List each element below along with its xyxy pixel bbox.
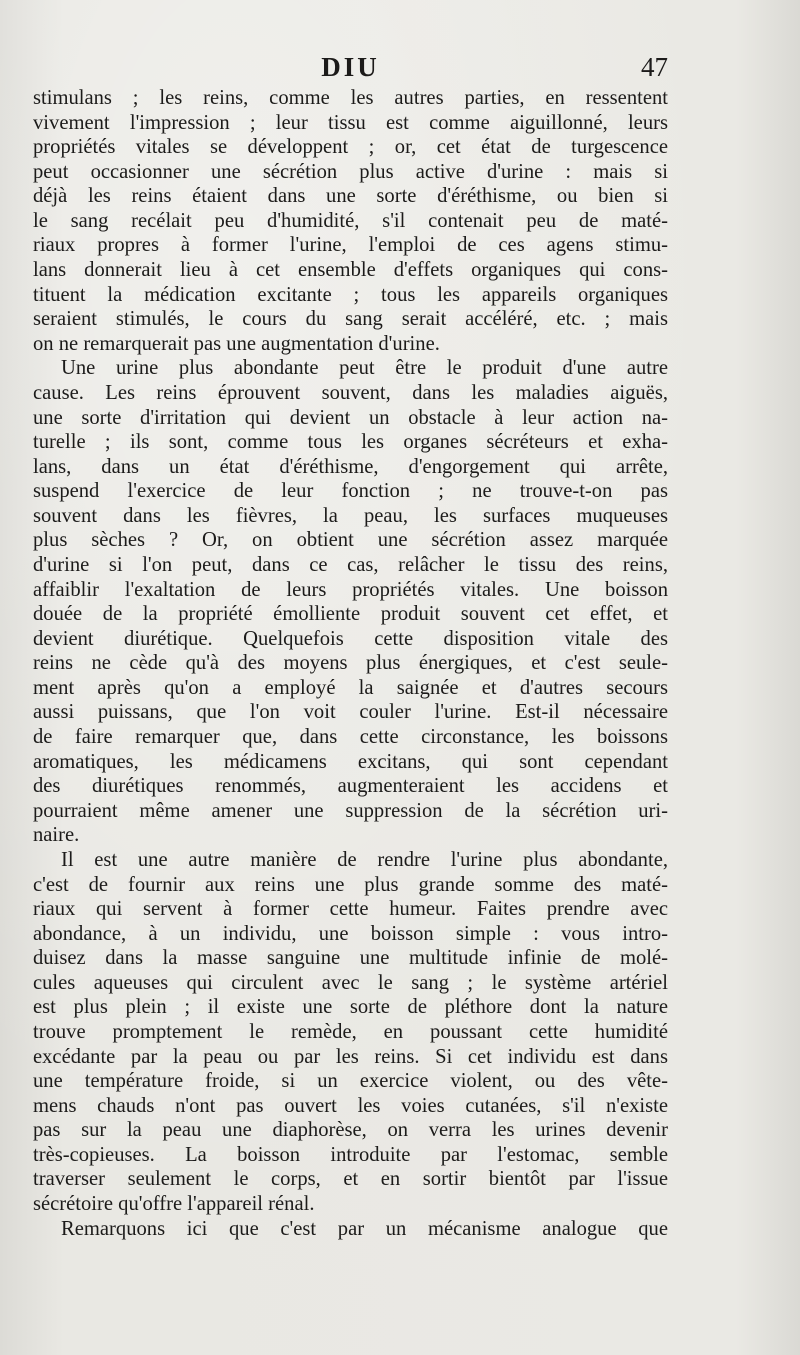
text-line: ment après qu'on a employé la saignée et d'autres secours [33,676,668,699]
text-line: déjà les reins étaient dans une sorte d'éréthisme, ou bien si [33,185,668,208]
running-head [33,52,668,88]
text-line: reins ne cède qu'à des moyens plus énergiques, et c'est seule- [33,652,668,675]
text-line: tituent la médication excitante ; tous les appareils organiques [33,283,668,306]
text-line: le sang recélait peu d'humidité, s'il contenait peu de maté- [33,209,668,232]
text-line: d'urine si l'on peut, dans ce cas, relâcher le tissu des reins, [33,553,668,576]
text-line: c'est de fournir aux reins une plus grande somme des maté- [33,873,668,896]
text-line: lans donnerait lieu à cet ensemble d'effets organiques qui cons- [33,259,668,282]
text-line: naire. [33,824,80,847]
text-line: affaiblir l'exaltation de leurs propriétés vitales. Une boisson [33,578,668,601]
text-line: riaux propres à former l'urine, l'emploi de ces agens stimu- [33,234,668,257]
text-line: est plus plein ; il existe une sorte de pléthore dont la nature [33,996,668,1019]
text-line: excédante par la peau ou par les reins. Si cet individu est dans [33,1045,668,1068]
text-line: sécrétoire qu'offre l'appareil rénal. [33,1193,315,1216]
text-line: vivement l'impression ; leur tissu est comme aiguillonné, leurs [33,111,668,134]
text-line: très-copieuses. La boisson introduite par l'estomac, semble [33,1143,668,1166]
text-line: pourraient même amener une suppression de la sécrétion uri- [33,799,668,822]
text-line: une sorte d'irritation qui devient un obstacle à leur action na- [33,406,668,429]
text-line: seraient stimulés, le cours du sang serait accéléré, etc. ; mais [33,308,668,331]
running-title: DIU [321,52,380,82]
text-line: douée de la propriété émolliente produit souvent cet effet, et [33,603,668,626]
text-line: stimulans ; les reins, comme les autres parties, en ressentent [33,87,668,109]
text-line: Il est une autre manière de rendre l'urine plus abondante, [61,848,668,871]
text-line: duisez dans la masse sanguine une multitude infinie de molé- [33,947,668,970]
text-line: cules aqueuses qui circulent avec le sang ; le système artériel [33,971,668,994]
page-number: 47 [641,52,668,82]
text-line: propriétés vitales se développent ; or, cet état de turgescence [33,136,668,159]
text-line: mens chauds n'ont pas ouvert les voies cutanées, s'il n'existe [33,1094,668,1117]
text-line: abondance, à un individu, une boisson simple : vous intro- [33,922,668,945]
text-line: devient diurétique. Quelquefois cette disposition vitale des [33,627,668,650]
text-line: souvent dans les fièvres, la peau, les surfaces muqueuses [33,504,668,527]
text-line: lans, dans un état d'éréthisme, d'engorgement qui arrête, [33,455,668,478]
text-line: suspend l'exercice de leur fonction ; ne trouve-t-on pas [33,480,668,503]
text-line: des diurétiques renommés, augmenteraient les accidens et [33,775,668,798]
text-line: plus sèches ? Or, on obtient une sécrétion assez marquée [33,529,668,552]
text-line: pas sur la peau une diaphorèse, on verra les urines devenir [33,1119,668,1142]
text-line: on ne remarquerait pas une augmentation d'urine. [33,332,440,355]
text-line: riaux qui servent à former cette humeur. Faites prendre avec [33,898,668,921]
text-line: traverser seulement le corps, et en sortir bientôt par l'issue [33,1168,668,1191]
text-line: trouve promptement le remède, en poussant cette humidité [33,1020,668,1043]
text-line: Remarquons ici que c'est par un mécanisme analogue que [61,1217,668,1240]
text-line: Une urine plus abondante peut être le produit d'une autre [61,357,668,380]
text-line: aussi puissans, que l'on voit couler l'urine. Est-il nécessaire [33,701,668,724]
text-line: de faire remarquer que, dans cette circonstance, les boissons [33,726,668,749]
text-line: cause. Les reins éprouvent souvent, dans les maladies aiguës, [33,381,668,404]
text-line: peut occasionner une sécrétion plus active d'urine : mais si [33,160,668,183]
text-line: aromatiques, les médicamens excitans, qui sont cependant [33,750,668,773]
body-text [33,86,668,1241]
text-line: une température froide, si un exercice violent, ou des vête- [33,1070,668,1093]
text-line: turelle ; ils sont, comme tous les organes sécréteurs et exha- [33,431,668,454]
